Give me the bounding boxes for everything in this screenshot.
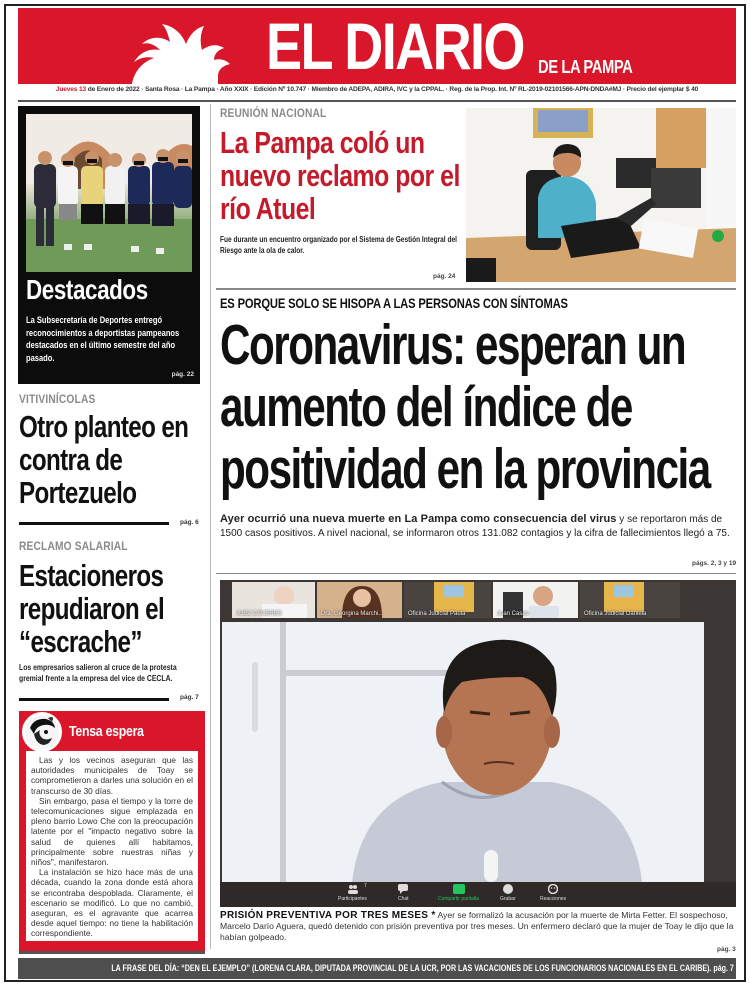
coronavirus-page-ref: págs. 2, 3 y 19 bbox=[692, 560, 737, 567]
participant-name: Dra. Georgina Marchi... bbox=[321, 611, 384, 617]
reactions-button[interactable] bbox=[540, 884, 566, 902]
prision-body: Ayer se formalizó la acusación por la muerte de Mirta Fetter. El sospechoso, Marcelo Darío Aguera, quedó detenido con prisión preventiva por tres meses. Un enfermero declaró que la mujer de Toay le dijo que la habían golpeado. bbox=[220, 910, 734, 943]
participants-icon bbox=[347, 884, 357, 894]
coronavirus-summary bbox=[220, 512, 735, 541]
participant-thumbnail bbox=[493, 582, 578, 618]
tensa-espera-title: Tensa espera bbox=[69, 723, 144, 740]
tensa-paragraph: Sin embargo, pasa el tiempo y la torre de telecomunicaciones sigue emplazada en pleno barrio Lowo Che con la preocupación latente por el "impacto negativo sobre la salud de quienes allí habitamos, principalmente sobre nuestras niñas y niños", manifestaron. bbox=[31, 795, 193, 868]
office-illustration bbox=[466, 108, 736, 282]
vitivinicolas-kicker: VITIVINÍCOLAS bbox=[19, 392, 96, 406]
defendant-illustration bbox=[222, 622, 704, 882]
coronavirus-kicker: ES PORQUE SOLO SE HISOPA A LAS PERSONAS CON SÍNTOMAS bbox=[220, 295, 568, 311]
share-screen-label: Compartir pantalla bbox=[438, 896, 479, 902]
chat-label: Chat bbox=[398, 896, 409, 902]
reunion-nacional-kicker: REUNIÓN NACIONAL bbox=[220, 106, 327, 120]
share-screen-button[interactable] bbox=[438, 884, 479, 902]
destacados-title: Destacados bbox=[26, 274, 148, 305]
participant-thumbnail bbox=[232, 582, 315, 618]
participant-thumbnail bbox=[580, 582, 680, 618]
section-rule bbox=[216, 288, 736, 290]
participant-name: Oficina Judicial Paula bbox=[408, 611, 466, 617]
tensa-paragraph: Las y los vecinos aseguran que las autoridades municipales de Toay se comprometieron a darles una solución en el transcurso de 30 días. bbox=[31, 755, 193, 796]
chat-button[interactable] bbox=[398, 884, 409, 902]
dateline-details: de Enero de 2022 · Santa Rosa · La Pampa · Año XXIX · Edición Nº 10.747 · Miembro de ADEPA, ADIRA, IVC y la CPPAL. · Reg. de la Prop. Int. Nº RL-2019-02101566-APN-DNDA#MJ · Precio del ejemplar $ 40 bbox=[87, 86, 699, 93]
athletes-photo bbox=[26, 114, 192, 272]
coronavirus-lead: Ayer ocurrió una nueva muerte en La Pampa como consecuencia del virus bbox=[220, 513, 617, 525]
atuel-headline[interactable]: La Pampa coló un nuevo reclamo por el río Atuel bbox=[220, 125, 460, 226]
coronavirus-body: y se reportaron más de 1500 casos positivos. A nivel nacional, se informaron otros 131.082 contagios y la cifra de fallecimientos llegó a 75. bbox=[220, 514, 730, 539]
prision-lead: PRISIÓN PREVENTIVA POR TRES MESES * bbox=[220, 910, 436, 921]
participant-name: Oficina Judicial Daniela bbox=[584, 611, 647, 617]
section-rule bbox=[19, 698, 169, 701]
main-video-feed bbox=[222, 622, 704, 882]
column-divider bbox=[210, 104, 211, 949]
masthead[interactable] bbox=[18, 8, 736, 84]
participant-name: JUEZ CÁCERES bbox=[236, 611, 282, 617]
office-photo bbox=[466, 108, 736, 282]
video-call-toolbar bbox=[220, 882, 736, 907]
video-hearing-photo bbox=[220, 580, 736, 907]
newspaper-title: EL DIARIO bbox=[266, 9, 524, 83]
portezuelo-headline[interactable]: Otro planteo en contra de Portezuelo bbox=[19, 409, 189, 510]
portezuelo-page-ref: pág. 6 bbox=[180, 519, 199, 526]
reactions-label: Reacciones bbox=[540, 896, 567, 902]
tensa-espera-body bbox=[26, 751, 198, 941]
section-rule bbox=[19, 951, 205, 954]
atuel-page-ref: pág. 24 bbox=[433, 273, 456, 280]
quote-of-the-day: LA FRASE DEL DÍA: “DEN EL EJEMPLO” (LORENA CLARA, DIPUTADA PROVINCIAL DE LA UCR, POR LAS VACACIONES DE LOS FUNCIONARIOS NACIONALES EN EL CARIBE). pág. 7 bbox=[111, 963, 734, 974]
thistle-bird-icon bbox=[124, 22, 234, 84]
participants-button[interactable] bbox=[338, 884, 367, 902]
participant-thumbnail bbox=[404, 582, 491, 618]
gaucho-caricature-icon bbox=[22, 712, 62, 752]
participants-count: 7 bbox=[364, 883, 367, 889]
newspaper-subtitle: DE LA PAMPA bbox=[538, 57, 633, 77]
prision-page-ref: pág. 3 bbox=[717, 946, 736, 953]
dateline bbox=[18, 86, 736, 100]
reactions-icon bbox=[548, 884, 558, 894]
estacioneros-summary: Los empresarios salieron al cruce de la protesta gremial frente a la empresa del vice de CECLA. bbox=[19, 662, 177, 683]
quote-of-the-day-bar[interactable] bbox=[18, 958, 736, 979]
participants-label: Participantes bbox=[338, 896, 367, 902]
tensa-paragraph: La instalación se hizo hace más de una década, cuando la zona donde está ahora se encontraba despoblada. Claramente, el escenario se modificó. Lo que no cambió, aseguran, es el agravante que acarrea desde aquel tiempo: no tiene la habilitación correspondiente. bbox=[31, 867, 193, 939]
destacados-page-ref: pág. 22 bbox=[171, 371, 194, 378]
record-button[interactable] bbox=[500, 884, 516, 902]
estacioneros-page-ref: pág. 7 bbox=[180, 694, 199, 701]
section-rule bbox=[216, 573, 736, 574]
reclamo-kicker: RECLAMO SALARIAL bbox=[19, 539, 128, 553]
participant-name: Juan Casas bbox=[497, 611, 529, 617]
tensa-espera-box[interactable] bbox=[19, 711, 205, 951]
coronavirus-headline[interactable]: Coronavirus: esperan un aumento del índice de positividad en la provincia bbox=[220, 313, 710, 501]
header-rule bbox=[18, 100, 736, 102]
share-screen-icon bbox=[453, 884, 463, 894]
record-label: Grabar bbox=[500, 896, 516, 902]
prision-caption bbox=[220, 910, 735, 944]
dateline-day: Jueves 13 bbox=[55, 86, 87, 93]
chat-icon bbox=[398, 884, 408, 894]
athletes-illustration bbox=[26, 114, 192, 272]
destacados-summary: La Subsecretaría de Deportes entregó reconocimientos a deportistas pampeanos destacados en el último semestre del año pasado. bbox=[26, 315, 180, 363]
atuel-summary: Fue durante un encuentro organizado por el Sistema de Gestión Integral del Riesgo ante la ola de calor. bbox=[220, 235, 457, 255]
section-rule bbox=[19, 522, 169, 525]
estacioneros-headline[interactable]: Estacioneros repudiaron el “escrache” bbox=[19, 558, 165, 659]
participant-thumbnail bbox=[317, 582, 402, 618]
record-icon bbox=[503, 884, 513, 894]
destacados-box[interactable] bbox=[18, 106, 200, 384]
